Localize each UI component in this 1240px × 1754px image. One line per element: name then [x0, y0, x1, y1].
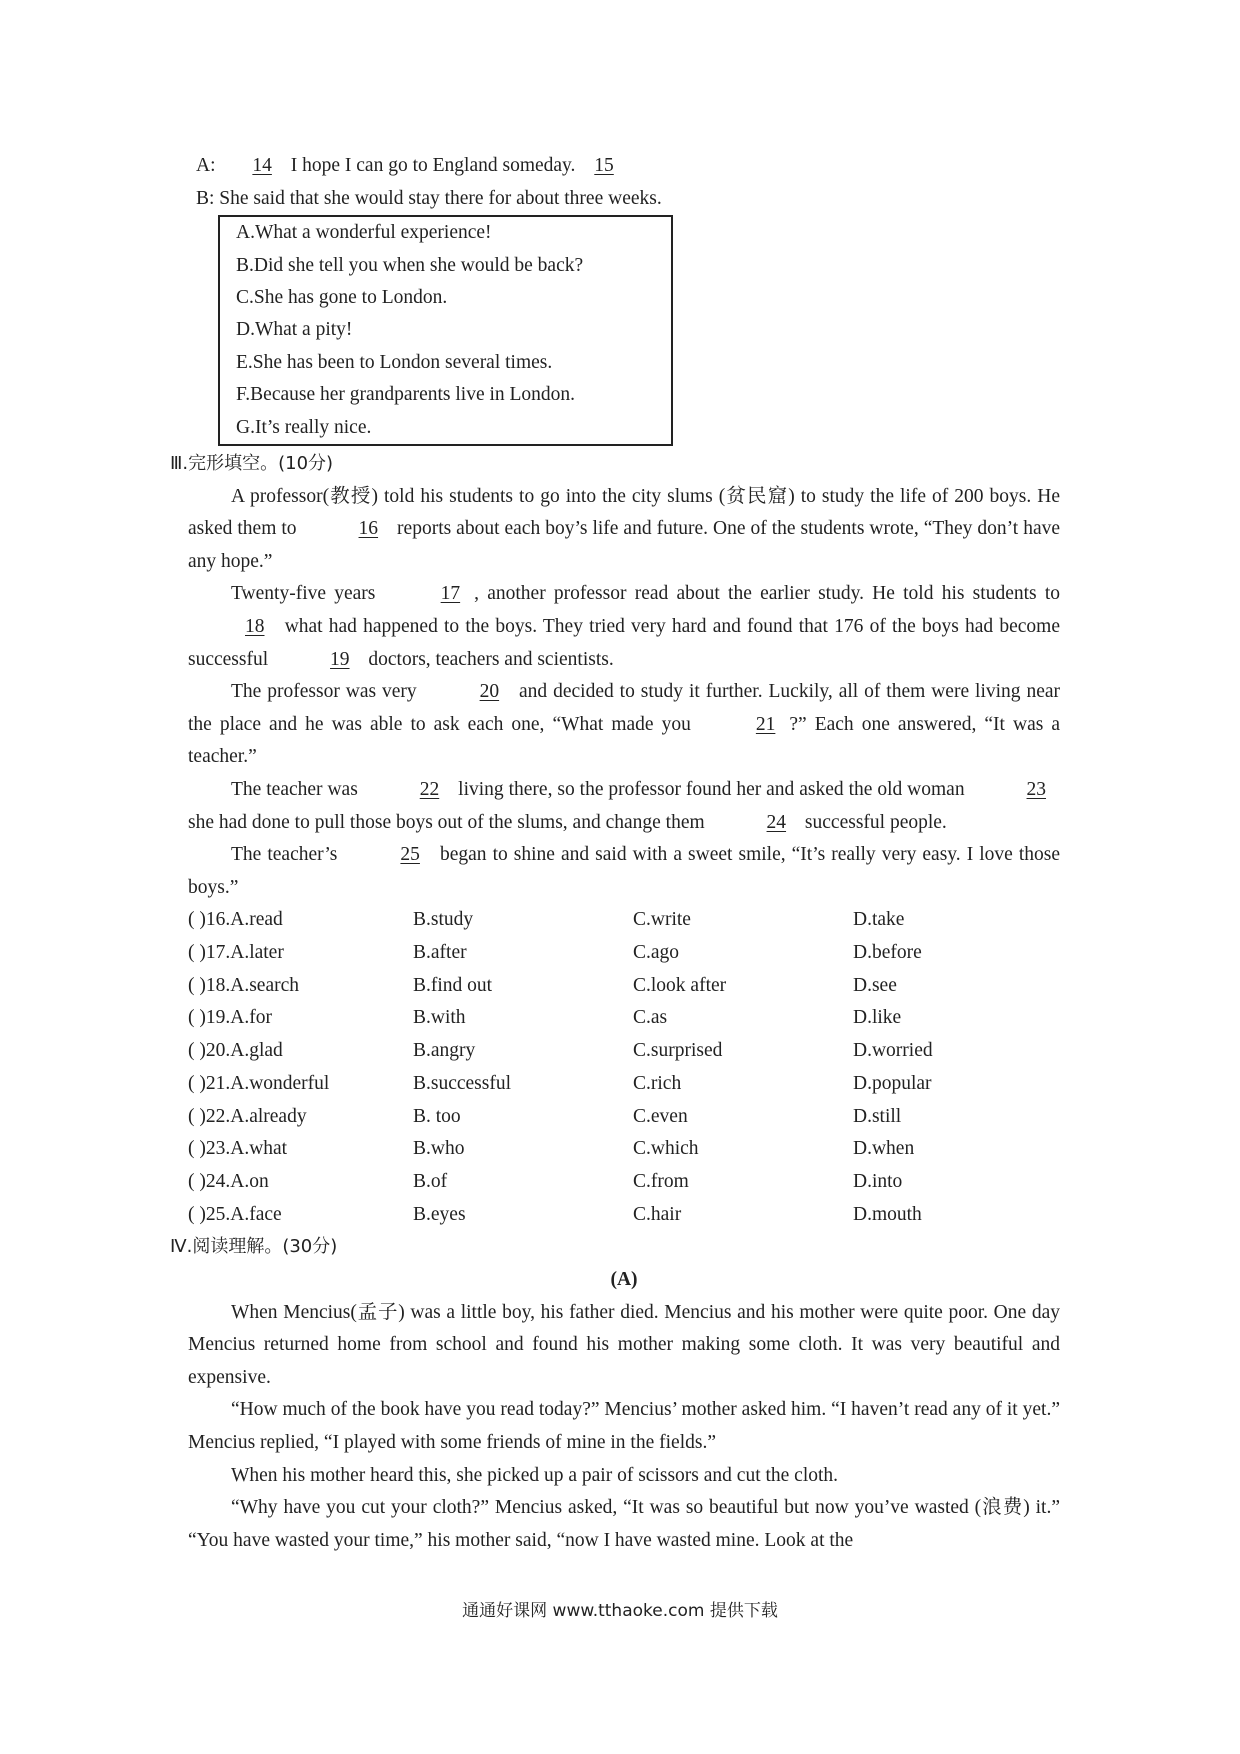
- dialogue-text-a: I hope I can go to England someday.: [290, 155, 576, 176]
- blank-22: 22: [419, 778, 440, 800]
- blank-19: 19: [330, 648, 350, 670]
- option-d: D.popular: [853, 1072, 932, 1094]
- question-stem: ( )17.A.later: [188, 942, 284, 964]
- question-row: [188, 1002, 1060, 1035]
- dialogue-line-b: B: She said that she would stay there for about three weeks.: [196, 187, 662, 209]
- passage-paragraph: “How much of the book have you read today?” Mencius’ mother asked him. “I haven’t read any of it yet.” Mencius replied, “I played with some friends of mine in the fields.”: [188, 1399, 1060, 1453]
- section-3-heading: Ⅲ.完形填空。(10分): [170, 453, 334, 475]
- question-stem: ( )24.A.on: [188, 1170, 269, 1192]
- section-4-heading: Ⅳ.阅读理解。(30分): [170, 1236, 338, 1258]
- passage-paragraph: When his mother heard this, she picked up a pair of scissors and cut the cloth.: [231, 1464, 839, 1486]
- option-d: D.before: [853, 942, 922, 964]
- cloze-paragraph-1: [188, 481, 1060, 579]
- option-b: B.after: [413, 942, 467, 964]
- option-b: B.of: [413, 1170, 448, 1192]
- blank-21: 21: [755, 713, 776, 735]
- option-c: C.from: [633, 1170, 689, 1192]
- option-c: C.which: [633, 1138, 699, 1160]
- blank-18: 18: [245, 616, 265, 637]
- question-row: [188, 1101, 1060, 1134]
- option-b: B.eyes: [413, 1203, 466, 1225]
- cloze-text: Twenty-five years: [231, 583, 376, 605]
- question-row: [188, 937, 1060, 970]
- cloze-text: A professor(教授) told his students to go into the city slums (贫民窟) to study the life of 200 boys. He asked them to: [188, 485, 1060, 540]
- option-c: C.hair: [633, 1203, 682, 1225]
- passage-a-title: (A): [610, 1268, 638, 1290]
- question-stem: ( )23.A.what: [188, 1138, 288, 1160]
- cloze-text: and decided to study it further. Luckily, all of them were living near the place and he was able to ask each one, “What made you: [188, 681, 1061, 735]
- question-row: [188, 1133, 1060, 1166]
- cloze-text: reports about each boy’s life and future. One of the students wrote, “They don’t have any hope.”: [188, 518, 1061, 572]
- option-b: B.Did she tell you when she would be back?: [236, 254, 584, 276]
- blank-17: 17: [440, 583, 461, 605]
- cloze-text: The professor was very: [231, 681, 417, 703]
- blank-24: 24: [766, 811, 787, 833]
- question-stem: ( )25.A.face: [188, 1203, 282, 1225]
- cloze-text: doctors, teachers and scientists.: [368, 648, 614, 670]
- option-d: D.when: [853, 1138, 915, 1160]
- question-row: [188, 1166, 1060, 1199]
- question-row: [188, 1199, 1060, 1232]
- question-stem: ( )21.A.wonderful: [188, 1072, 330, 1094]
- passage-paragraph: “Why have you cut your cloth?” Mencius asked, “It was so beautiful but now you’ve wasted (浪费) it.” “You have wasted your time,” his mother said, “now I have wasted mine. Look at the: [188, 1497, 1060, 1551]
- question-stem: ( )22.A.already: [188, 1105, 307, 1127]
- option-b: B.successful: [413, 1072, 512, 1094]
- cloze-text: successful people.: [804, 811, 947, 833]
- option-d: D.see: [853, 974, 897, 996]
- blank-14: 14: [252, 155, 272, 176]
- option-b: B.study: [413, 909, 474, 931]
- cloze-paragraph-3: [188, 676, 1060, 774]
- cloze-paragraph-2: [188, 578, 1060, 676]
- question-stem: ( )19.A.for: [188, 1007, 272, 1029]
- question-row: [188, 904, 1060, 937]
- speaker-a: A:: [196, 155, 216, 176]
- option-d: D.take: [853, 909, 905, 931]
- cloze-text: ?” Each one answered, “It was a teacher.”: [188, 713, 1060, 768]
- cloze-text: The teacher’s: [231, 844, 338, 866]
- cloze-text: living there, so the professor found her and asked the old woman: [458, 778, 965, 800]
- cloze-paragraph-5: [188, 839, 1060, 904]
- question-row: [188, 970, 1060, 1003]
- blank-16: 16: [358, 518, 379, 540]
- option-e: E.She has been to London several times.: [236, 351, 553, 373]
- question-stem: ( )18.A.search: [188, 974, 299, 996]
- blank-25: 25: [400, 844, 420, 866]
- option-a: A.What a wonderful experience!: [236, 222, 492, 244]
- cloze-text: The teacher was: [231, 778, 358, 800]
- option-d: D.still: [853, 1105, 902, 1127]
- cloze-text: she had done to pull those boys out of the slums, and change them: [188, 811, 705, 833]
- blank-20: 20: [479, 681, 500, 703]
- options-box: [218, 215, 673, 446]
- option-c: C.as: [633, 1007, 668, 1029]
- option-c: C.She has gone to London.: [236, 287, 448, 308]
- cloze-text: what had happened to the boys. They tried very hard and found that 176 of the boys had become successful: [188, 616, 1061, 670]
- exam-page: [170, 150, 1061, 1557]
- option-c: C.ago: [633, 942, 680, 964]
- cloze-paragraph-4: [188, 774, 1060, 839]
- blank-23: 23: [1026, 778, 1047, 800]
- question-row: [188, 1068, 1060, 1101]
- cloze-text: , another professor read about the earlier study. He told his students to: [474, 583, 1060, 605]
- cloze-text: began to shine and said with a sweet smile, “It’s really very easy. I love those boys.”: [188, 844, 1061, 898]
- option-b: B.who: [413, 1138, 465, 1160]
- option-d: D.mouth: [853, 1203, 922, 1225]
- option-c: C.look after: [633, 974, 727, 996]
- option-f: F.Because her grandparents live in London.: [236, 384, 576, 406]
- dialogue-line-a: [196, 150, 1060, 183]
- option-g: G.It’s really nice.: [236, 416, 372, 438]
- option-b: B.with: [413, 1007, 466, 1029]
- option-b: B. too: [413, 1105, 461, 1127]
- option-c: C.rich: [633, 1072, 682, 1094]
- question-stem: ( )20.A.glad: [188, 1040, 283, 1062]
- option-d: D.What a pity!: [236, 319, 353, 341]
- option-b: B.find out: [413, 974, 493, 996]
- option-c: C.write: [633, 909, 691, 931]
- option-b: B.angry: [413, 1040, 476, 1062]
- option-d: D.like: [853, 1007, 902, 1029]
- question-row: [188, 1035, 1060, 1068]
- option-c: C.even: [633, 1105, 688, 1127]
- option-d: D.worried: [853, 1040, 933, 1062]
- page-footer: 通通好课网 www.tthaoke.com 提供下载: [462, 1601, 778, 1621]
- question-list: [188, 904, 1060, 1231]
- option-c: C.surprised: [633, 1040, 723, 1062]
- passage-paragraph: When Mencius(孟子) was a little boy, his father died. Mencius and his mother were quite poor. One day Mencius returned home from school and found his mother making some cloth. It was very beautiful and expensive.: [188, 1301, 1060, 1388]
- option-d: D.into: [853, 1170, 903, 1192]
- question-stem: ( )16.A.read: [188, 909, 283, 931]
- blank-15: 15: [594, 155, 614, 176]
